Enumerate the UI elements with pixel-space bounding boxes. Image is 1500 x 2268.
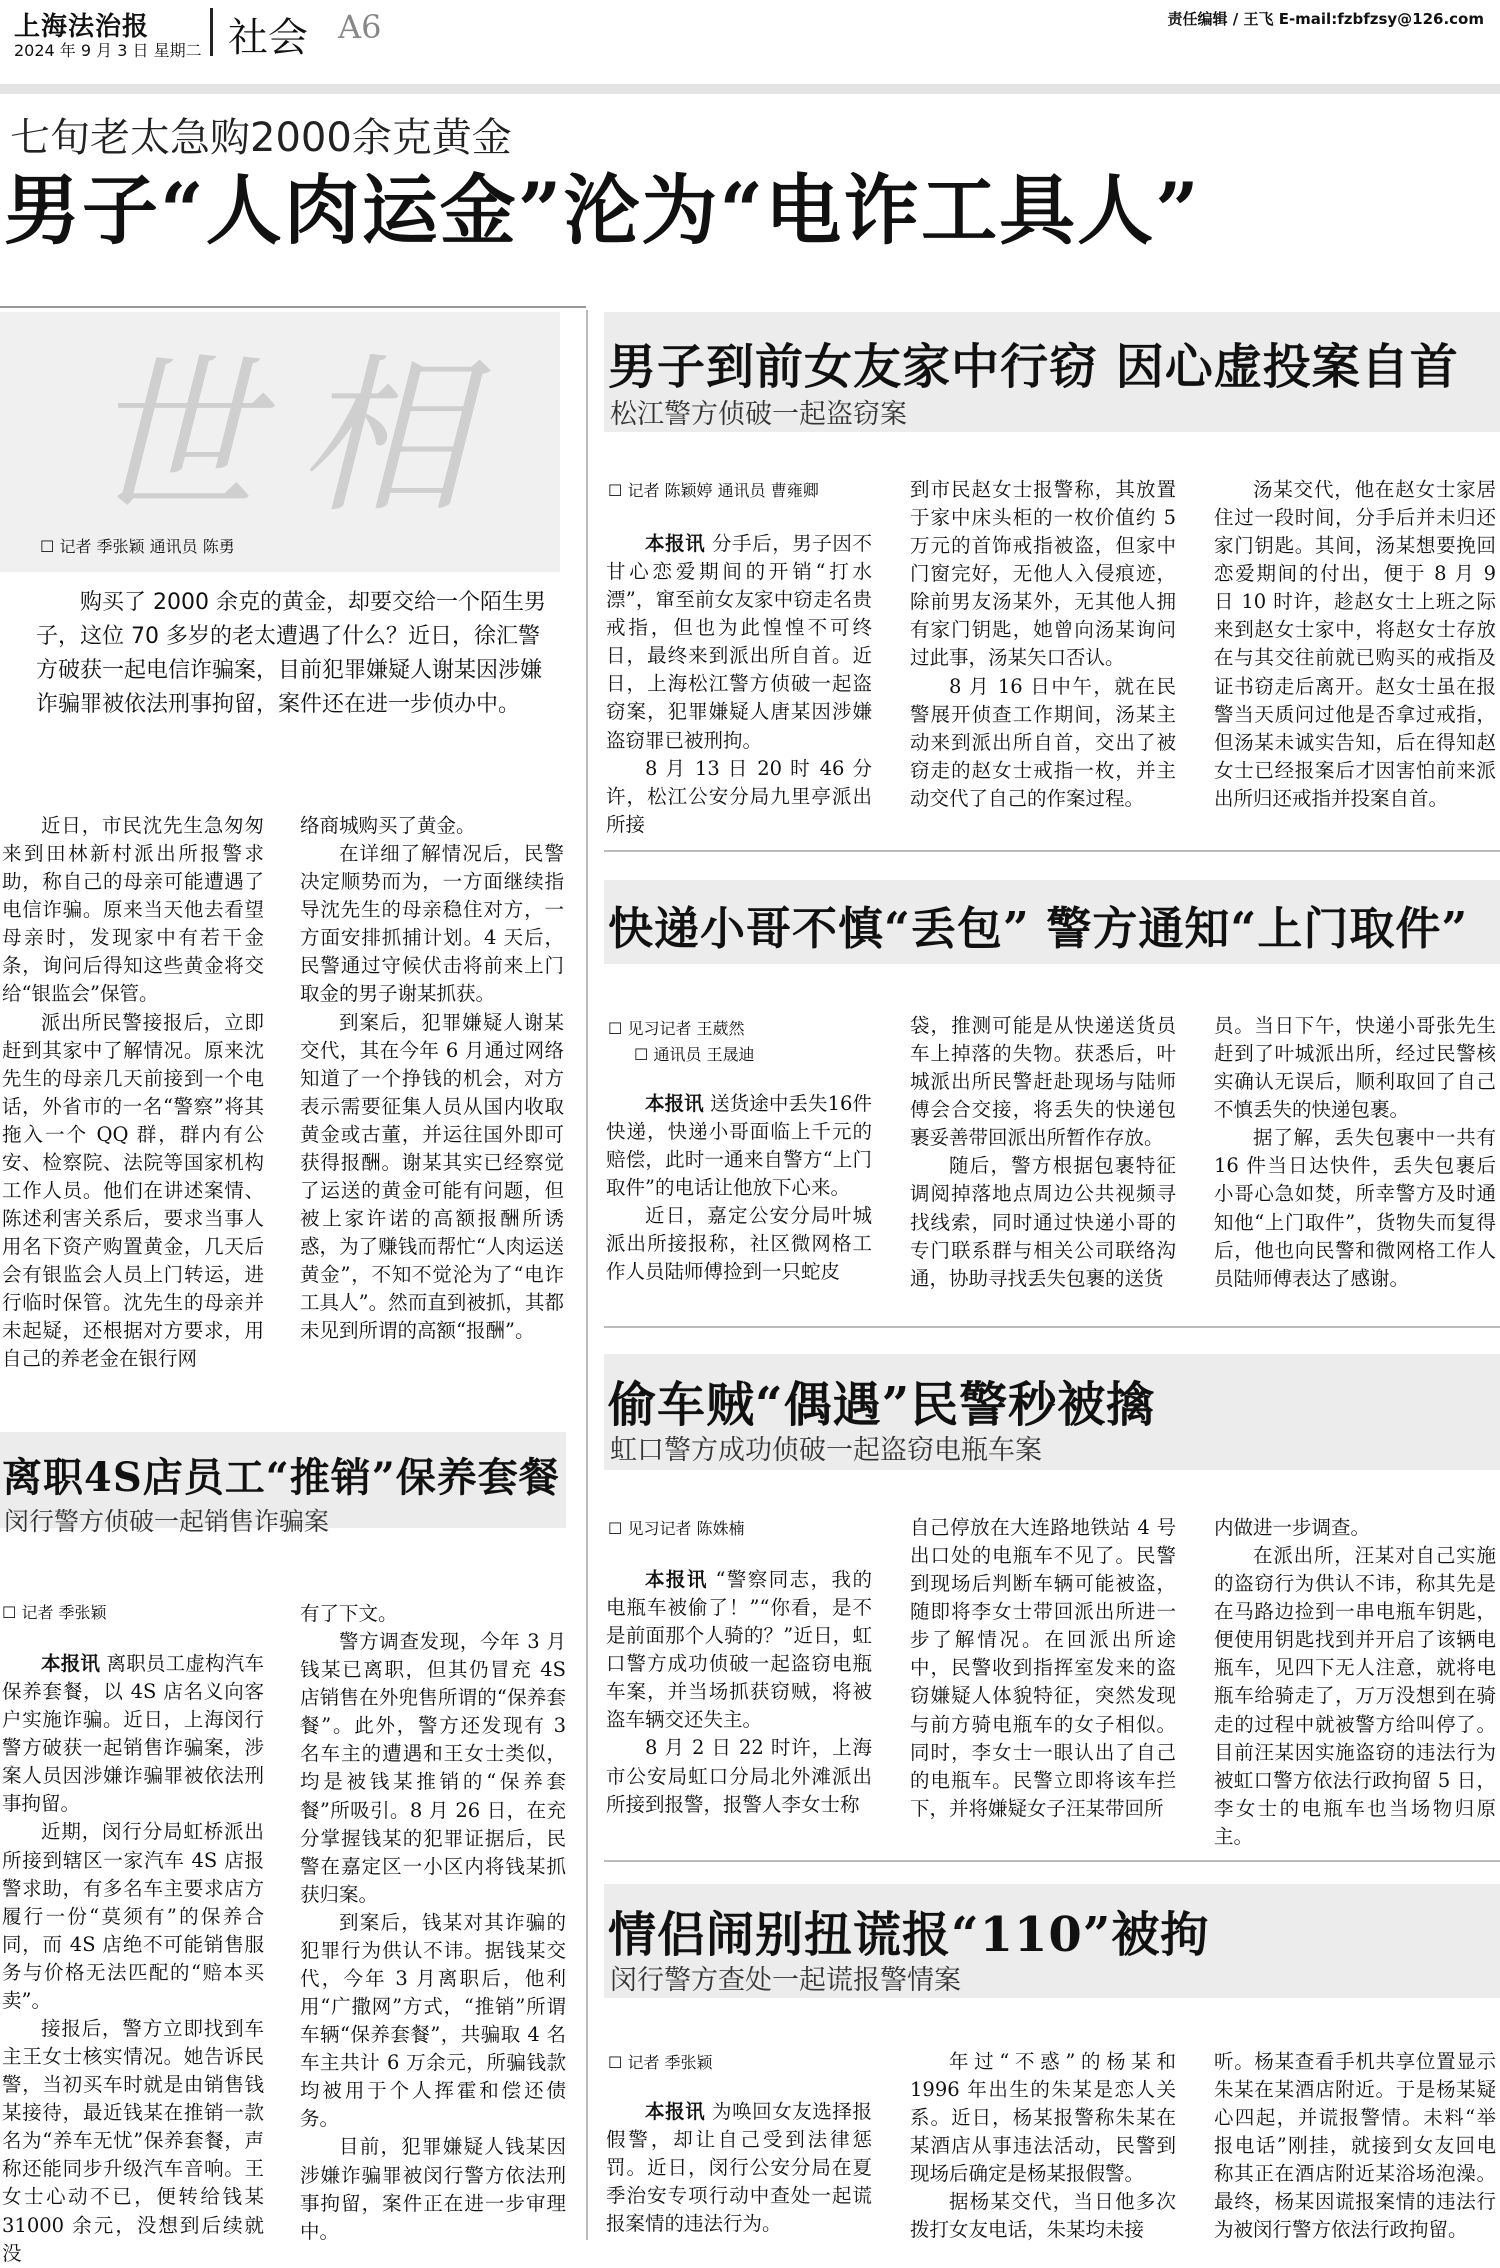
main-col-2	[300, 812, 564, 1372]
main-col-1	[2, 812, 264, 1372]
editor-credit: 责任编辑 / 王飞 E-mail:fzbfzsy@126.com	[1167, 10, 1484, 28]
article6-col-1	[606, 2098, 872, 2246]
article3-byline: ☐ 见习记者 王葳然	[608, 1016, 745, 1039]
article6-col-2	[910, 2048, 1176, 2246]
section-name: 社会	[228, 15, 308, 61]
article5-subtitle: 闵行警方侦破一起销售诈骗案	[4, 1507, 330, 1536]
paragraph: 到案后，犯罪嫌疑人谢某交代，其在今年 6 月通过网络知道了一个挣钱的机会，对方表示需要征集人员从国内收取黄金或古董，并运往国外即可获得报酬。谢某其实已经察觉了运送的黄金可能有问题，但被上家许诺的高额报酬所诱惑，为了赚钱而帮忙“人肉运送黄金”，不知不觉沦为了“电诈工具人”。然而直到被抓，其都未见到所谓的高额“报酬”。	[300, 1010, 564, 1343]
paragraph-text: 为唤回女友选择报假警，却让自己受到法律惩罚。近日，闵行公安分局在夏季治安专项行动中查处一起谎报案情的违法行为。	[606, 2100, 872, 2236]
article3-col-3	[1214, 1012, 1496, 1340]
lead-tag: 本报讯	[645, 1092, 704, 1115]
section-divider	[210, 8, 213, 56]
paragraph: 接报后，警方立即找到车主王女士核实情况。她告诉民警，当初买车时就是由销售钱某接待，最近钱某在推销一款名为“养车无忧”保养套餐，声称还能同步升级汽车音响。王女士心动不已，便转给钱某 31000 余元，没想到后续就没	[2, 2017, 264, 2265]
article3-byline-2	[634, 1042, 755, 1065]
top-rule	[0, 84, 1500, 94]
article4-col-3	[1214, 1514, 1496, 1846]
column-logo: 世相	[88, 339, 509, 537]
paragraph: 8 月 2 日 22 时许，上海市公安局虹口分局北外滩派出所接到报警，报警人李女士称	[606, 1736, 872, 1816]
article4-title: 偷车贼“偶遇”民警秒被擒	[608, 1377, 1156, 1433]
article5-col-1	[2, 1650, 264, 2265]
article-separator	[604, 1860, 1500, 1862]
paragraph	[606, 1090, 872, 1202]
article2-subtitle: 松江警方侦破一起盗窃案	[610, 399, 907, 430]
article2-title: 男子到前女友家中行窃 因心虚投案自首	[608, 339, 1459, 395]
article6-title: 情侣闹别扭谎报“110”被拘	[608, 1907, 1210, 1963]
main-byline: ☐ 记者 季张颖 通讯员 陈勇	[40, 534, 235, 557]
column-rule	[586, 310, 588, 2240]
paragraph: 到市民赵女士报警称，其放置于家中床头柜的一枚价值约 5 万元的首饰戒指被盗，但家中门窗完好，无他人入侵痕迹，除前男友汤某外，无其他人拥有家门钥匙，她曾向汤某询问过此事，汤某矢口否认。	[910, 478, 1176, 670]
byline-text: 通讯员 王晟迪	[653, 1045, 755, 1064]
newspaper-name: 上海法治报	[14, 12, 150, 42]
paragraph	[606, 1566, 872, 1734]
paragraph	[606, 530, 872, 755]
lead-tag: 本报讯	[41, 1652, 101, 1675]
paragraph: 据了解，丢失包裹中一共有 16 件当日达快件，丢失包裹后小哥心急如焚，所幸警方及时通知他“上门取件”，货物失而复得后，他也向民警和微网格工作人员陆师傅表达了感谢。	[1214, 1126, 1496, 1290]
paragraph	[606, 2098, 872, 2238]
paragraph: 近日，市民沈先生急匆匆来到田林新村派出所报警求助，称自己的母亲可能遭遇了电信诈骗。原来当天他去看望母亲时，发现家中有若干金条，询问后得知这些黄金将交给“银监会”保管。	[2, 814, 264, 1006]
paragraph: 在详细了解情况后，民警决定顺势而为，一方面继续指导沈先生的母亲稳住对方，一方面安排抓捕计划。4 天后，民警通过守候伏击将前来上门取金的男子谢某抓获。	[300, 842, 564, 1006]
article2-byline: ☐ 记者 陈颖婷 通讯员 曹雍卿	[608, 478, 819, 501]
lead-tag: 本报讯	[645, 1568, 708, 1591]
paragraph-text: 送货途中丢失16件快递，快递小哥面临上千元的赔偿，此时一通来自警方“上门取件”的电话让他放下心来。	[606, 1092, 872, 1200]
main-headline: 男子“人肉运金”沦为“电诈工具人”	[4, 166, 1201, 255]
paragraph: 近期，闵行分局虹桥派出所接到辖区一家汽车 4S 店报警求助，有多名车主要求店方履行一份“莫须有”的保养合同，而 4S 店绝不可能销售服务与价格无法匹配的“赔本买卖”。	[2, 1820, 264, 2012]
paragraph: 络商城购买了黄金。	[300, 814, 476, 837]
paragraph: 近日，嘉定公安分局叶城派出所接报称，社区微网格工作人员陆师傅捡到一只蛇皮	[606, 1204, 872, 1284]
paragraph: 年过“不惑”的杨某和 1996 年出生的朱某是恋人关系。近日，杨某报警称朱某在某酒店从事违法活动，民警到现场后确定是杨某报假警。	[910, 2050, 1176, 2186]
article2-col-3	[1214, 476, 1496, 820]
main-lead: 购买了 2000 余克的黄金，却要交给一个陌生男子，这位 70 多岁的老太遭遇了什么？近日，徐汇警方破获一起电信诈骗案，目前犯罪嫌疑人谢某因涉嫌诈骗罪被依法刑事拘留，案件还在进一步侦办中。	[36, 590, 546, 718]
article3-title: 快递小哥不慎“丢包” 警方通知“上门取件”	[608, 902, 1469, 955]
article6-subtitle: 闵行警方查处一起谎报警情案	[610, 1965, 961, 1996]
paragraph: 派出所民警接报后，立即赶到其家中了解情况。原来沈先生的母亲几天前接到一个电话，外省市的一名“警察”将其拖入一个 QQ 群，群内有公安、检察院、法院等国家机构工作人员。他们在讲述案情、陈述利害关系后，要求当事人用名下资产购置黄金，几天后会有银监会人员上门转运，进行临时保管。沈先生的母亲并未起疑，还根据对方要求，用自己的养老金在银行网	[2, 1010, 264, 1371]
paragraph: 有了下文。	[300, 1602, 398, 1625]
article5-col-2	[300, 1600, 566, 2243]
article2-col-1	[606, 530, 872, 836]
article3-col-2	[910, 1012, 1176, 1340]
article2-col-2	[910, 476, 1176, 820]
paragraph: 8 月 16 日中午，就在民警展开侦查工作期间，汤某主动来到派出所自首，交出了被窃走的赵女士戒指一枚，并主动交代了自己的作案过程。	[910, 674, 1176, 810]
article-separator	[604, 850, 1500, 852]
lead-tag: 本报讯	[645, 2100, 706, 2123]
article3-col-1	[606, 1090, 872, 1340]
paragraph: 内做进一步调查。	[1214, 1516, 1371, 1539]
paragraph: 目前，犯罪嫌疑人钱某因涉嫌诈骗罪被闵行警方依法刑事拘留，案件正在进一步审理中。	[300, 2135, 566, 2243]
article4-col-2	[910, 1514, 1176, 1846]
paragraph-text: 分手后，男子因不甘心恋爱期间的开销“打水漂”，窜至前女友家中窃走名贵戒指，但也为此惶惶不可终日，最终来到派出所自首。近日，上海松江警方侦破一起盗窃案，犯罪嫌疑人唐某因涉嫌盗窃罪已被刑拘。	[606, 532, 872, 752]
paragraph: 到案后，钱某对其诈骗的犯罪行为供认不讳。据钱某交代，今年 3 月离职后，他利用“广撒网”方式，“推销”所谓车辆“保养套餐”，共骗取 4 名车主共计 6 万余元，所骗钱款均被用于个人挥霍和偿还债务。	[300, 1910, 566, 2131]
paragraph: 袋，推测可能是从快递送货员车上掉落的失物。获悉后，叶城派出所民警赶赴现场与陆师傅会合交接，将丢失的快递包裹妥善带回派出所暂作存放。	[910, 1014, 1176, 1150]
paragraph: 8 月 13 日 20 时 46 分许，松江公安分局九里亭派出所接	[606, 756, 872, 836]
paragraph: 自己停放在大连路地铁站 4 号出口处的电瓶车不见了。民警到现场后判断车辆可能被盗，随即将李女士带回派出所进一步了解情况。在回派出所途中，民警收到指挥室发来的盗窃嫌疑人体貌特征，突然发现与前方骑电瓶车的女子相似。同时，李女士一眼认出了自己的电瓶车。民警立即将该车拦下，并将嫌疑女子汪某带回所	[910, 1516, 1176, 1820]
paragraph: 听。杨某查看手机共享位置显示朱某在某酒店附近。于是杨某疑心四起，并谎报警情。未料“举报电话”刚挂，就接到女友回电称其正在酒店附近某浴场泡澡。最终，杨某因谎报案情的违法行为被闵行警方依法行政拘留。	[1214, 2050, 1496, 2242]
lead-tag: 本报讯	[645, 532, 706, 555]
article-separator	[604, 1326, 1500, 1328]
paragraph: 汤某交代，他在赵女士家居住过一段时间，分手后并未归还家门钥匙。其间，汤某想要挽回恋爱期间的付出，便于 8 月 9 日 10 时许，趁赵女士上班之际来到赵女士家中，将赵女士存放在与其交往前就已购买的戒指及证书窃走后离开。赵女士虽在报警当天质问过他是否拿过戒指，但汤某未诚实告知，后在得知赵女士已经报案后才因害怕前来派出所归还戒指并投案自首。	[1214, 478, 1496, 810]
paragraph: 警方调查发现，今年 3 月钱某已离职，但其仍冒充 4S 店销售在外兜售所谓的“保养套餐”。此外，警方还发现有 3 名车主的遭遇和王女士类似，均是被钱某推销的“保养套餐”所吸引。8 月 26 日，在充分掌握钱某的犯罪证据后，民警在嘉定区一小区内将钱某抓获归案。	[300, 1630, 566, 1906]
article4-subtitle: 虹口警方成功侦破一起盗窃电瓶车案	[610, 1435, 1042, 1466]
paragraph: 员。当日下午，快递小哥张先生赶到了叶城派出所，经过民警核实确认无误后，顺利取回了自己不慎丢失的快递包裹。	[1214, 1014, 1496, 1122]
article6-col-3	[1214, 2048, 1496, 2246]
paragraph: 据杨某交代，当日他多次拨打女友电话，朱某均未接	[910, 2190, 1176, 2242]
issue-date: 2024 年 9 月 3 日 星期二	[14, 41, 202, 60]
article5-byline: ☐ 记者 季张颖	[2, 1600, 107, 1623]
article4-byline: ☐ 见习记者 陈姝楠	[608, 1516, 745, 1539]
paragraph: 在派出所，汪某对自己实施的盗窃行为供认不讳，称其先是在马路边捡到一串电瓶车钥匙，便使用钥匙找到并开启了该辆电瓶车，见四下无人注意，就将电瓶车给骑走了，万万没想到在骑走的过程中就被警方给叫停了。目前汪某因实施盗窃的违法行为被虹口警方依法行政拘留 5 日，李女士的电瓶车也当场物归原主。	[1214, 1544, 1496, 1848]
paragraph-text: 离职员工虚构汽车保养套餐，以 4S 店名义向客户实施诈骗。近日，上海闵行警方破获一起销售诈骗案，涉案人员因涉嫌诈骗罪被依法刑事拘留。	[2, 1652, 264, 1816]
paragraph-text: “警察同志，我的电瓶车被偷了！”“你看，是不是前面那个人骑的？”近日，虹口警方成功侦破一起盗窃电瓶车案，并当场抓获窃贼，将被盗车辆交还失主。	[606, 1568, 872, 1732]
page-number: A6	[338, 8, 382, 46]
article5-title: 离职4S店员工“推销”保养套餐	[2, 1454, 560, 1501]
main-kicker: 七旬老太急购2000余克黄金	[10, 115, 512, 161]
paragraph	[2, 1650, 264, 1818]
article6-byline: ☐ 记者 季张颖	[608, 2050, 713, 2073]
article4-col-1	[606, 1566, 872, 1846]
paragraph: 随后，警方根据包裹特征调阅掉落地点周边公共视频寻找线索，同时通过快递小哥的专门联系群与相关公司联络沟通，协助寻找丢失包裹的送货	[910, 1154, 1176, 1290]
